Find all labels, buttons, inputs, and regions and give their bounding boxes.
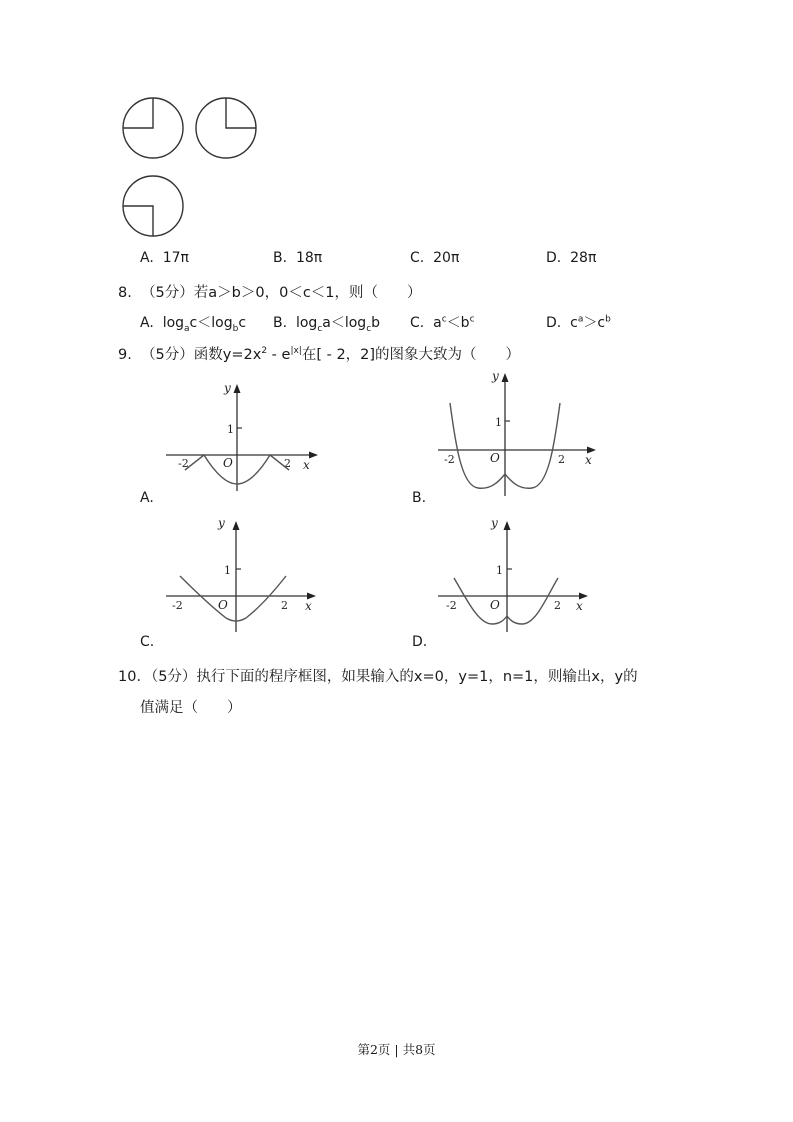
graph-d-label: D. [412, 634, 428, 650]
y-label: y [492, 369, 499, 383]
tick-label-neg2: -2 [446, 599, 457, 612]
y-axis-arrow [233, 521, 240, 530]
graph-a [160, 378, 325, 493]
q7-option-c: C. 20π [410, 250, 460, 266]
top-view [123, 176, 183, 236]
q8-option-c: C. $a^c<b^c$ [410, 314, 475, 331]
origin-label: O [218, 598, 228, 612]
x-label: x [585, 453, 592, 467]
y-axis-arrow [502, 373, 509, 382]
tick-label-2: 2 [281, 599, 288, 612]
side-view [196, 98, 256, 158]
origin-label: O [223, 456, 233, 470]
tick-label-1: 1 [227, 423, 234, 436]
q8-option-a: A. $\log_ac<\log_bc$ [140, 315, 247, 334]
graph-c-curve [180, 576, 286, 621]
y-axis-arrow [234, 384, 241, 393]
x-axis-arrow [309, 452, 318, 459]
y-label: y [218, 516, 225, 530]
q8-stem: 8. （5分）若a＞b＞0，0＜c＜1，则（ ） [118, 285, 422, 301]
tick-label-neg2: -2 [444, 453, 455, 466]
x-label: x [303, 458, 310, 472]
graph-c-label: C. [140, 634, 155, 650]
q9-stem: 9. （5分）函数$y=2x^2 - e^{|x|}$在[ - 2，2]的图象大致为（ ） [118, 346, 521, 363]
tick-label-neg2: -2 [172, 599, 183, 612]
tick-label-2: 2 [284, 457, 291, 470]
tick-label-2: 2 [554, 599, 561, 612]
graph-d-curve [454, 578, 558, 624]
tick-label-2: 2 [558, 453, 565, 466]
x-label: x [305, 599, 312, 613]
graph-b [430, 368, 600, 498]
y-label: y [491, 516, 498, 530]
page-footer: 第2页 | 共8页 [357, 1042, 436, 1057]
origin-label: O [490, 598, 500, 612]
graph-a-label: A. [140, 490, 154, 506]
q10-stem-line2: 值满足（ ） [140, 700, 242, 716]
q7-option-d: D. 28π [546, 250, 597, 266]
q8-option-b: B. $\log_ca<\log_cb$ [273, 315, 381, 334]
graph-c [160, 514, 325, 634]
y-label: y [224, 381, 231, 395]
q10-stem-line1: 10．（5分）执行下面的程序框图，如果输入的x=0，y=1，n=1，则输出x，y的 [118, 669, 638, 685]
origin-label: O [490, 451, 500, 465]
tick-label-1: 1 [224, 564, 231, 577]
q7-option-a: A. 17π [140, 250, 189, 266]
x-label: x [576, 599, 583, 613]
q7-option-b: B. 18π [273, 250, 323, 266]
graph-b-label: B. [412, 490, 427, 506]
front-view [123, 98, 183, 158]
graph-d [432, 514, 597, 634]
tick-label-1: 1 [495, 416, 502, 429]
tick-label-1: 1 [496, 564, 503, 577]
q8-option-d: D. $c^a>c^b$ [546, 314, 611, 331]
y-axis-arrow [504, 521, 511, 530]
three-view-figure [120, 96, 260, 238]
tick-label-neg2: -2 [178, 457, 189, 470]
